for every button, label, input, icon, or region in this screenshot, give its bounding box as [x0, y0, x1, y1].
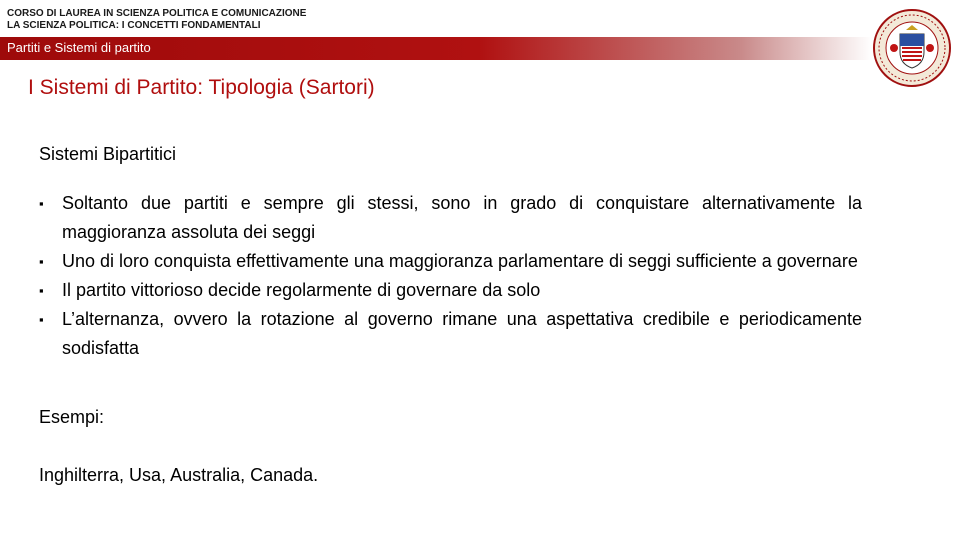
list-item: [39, 305, 862, 363]
course-title: CORSO DI LAUREA IN SCIENZA POLITICA E COMUNICAZIONE: [7, 8, 307, 19]
course-header: [7, 8, 306, 32]
square-bullet-icon: ▪: [39, 196, 44, 211]
section-subheading: Sistemi Bipartitici: [39, 144, 177, 164]
course-subtitle: LA SCIENZA POLITICA: I CONCETTI FONDAMENTALI: [7, 20, 261, 31]
bullet-list: [39, 189, 862, 363]
examples-label: Esempi:: [39, 407, 105, 427]
section-title: Partiti e Sistemi di partito: [7, 40, 151, 55]
list-item: [39, 247, 862, 276]
list-item: [39, 189, 862, 247]
university-seal-icon: [872, 8, 952, 88]
examples-text: Inghilterra, Usa, Australia, Canada.: [39, 465, 319, 485]
bullet-text: Il partito vittorioso decide regolarmente di governare da solo: [62, 280, 541, 300]
section-band: [0, 37, 872, 60]
bullet-text: L’alternanza, ovvero la rotazione al governo rimane una aspettativa credibile e periodicamente sodisfatta: [62, 309, 862, 358]
square-bullet-icon: ▪: [39, 283, 44, 298]
square-bullet-icon: ▪: [39, 312, 44, 327]
square-bullet-icon: ▪: [39, 254, 44, 269]
bullet-text: Uno di loro conquista effettivamente una maggioranza parlamentare di seggi sufficiente a governare: [62, 251, 858, 271]
bullet-text: Soltanto due partiti e sempre gli stessi, sono in grado di conquistare alternativamente la maggioranza assoluta dei seggi: [62, 193, 862, 242]
slide-body: [39, 140, 862, 490]
list-item: [39, 276, 862, 305]
slide-title: I Sistemi di Partito: Tipologia (Sartori): [28, 76, 375, 99]
